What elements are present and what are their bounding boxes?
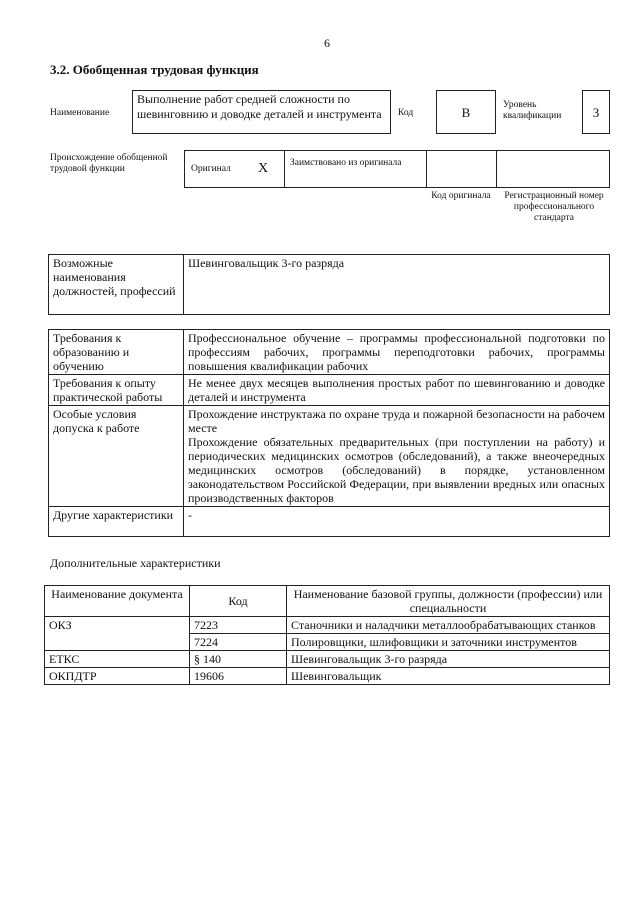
origin-divider	[426, 150, 427, 188]
function-name: Выполнение работ средней сложности по шевинговнию и доводке деталей и инструмента	[137, 92, 382, 121]
origin-label: Происхождение обобщенной трудовой функции	[50, 153, 168, 174]
original-label: Оригинал	[191, 164, 231, 174]
level-label: Уровень квалификации	[503, 100, 562, 121]
origin-divider	[496, 150, 497, 188]
table-row	[45, 617, 610, 634]
code-value: B	[461, 105, 471, 120]
row-code: 7223	[190, 617, 287, 634]
positions-table	[48, 254, 610, 315]
reg-number-caption: Регистрационный номер профессионального стандарта	[504, 191, 604, 223]
name-label: Наименование	[50, 108, 110, 118]
positions-label: Возможные наименования должностей, профессий	[49, 255, 184, 315]
req-value-cell	[184, 406, 610, 507]
row-doc: ОКЗ	[45, 617, 190, 651]
original-mark: X	[258, 161, 269, 176]
row-name: Шевинговальщик	[287, 668, 610, 685]
table-row	[45, 668, 610, 685]
table-row	[45, 651, 610, 668]
row-name: Шевинговальщик 3-го разряда	[287, 651, 610, 668]
row-doc: ОКПДТР	[45, 668, 190, 685]
function-name-box	[132, 90, 391, 134]
row-doc: ЕТКС	[45, 651, 190, 668]
col-header: Наименование документа	[45, 586, 190, 617]
additional-title: Дополнительные характеристики	[50, 556, 221, 570]
req-label: Другие характеристики	[49, 507, 184, 537]
req-label: Особые условия допуска к работе	[49, 406, 184, 507]
row-code: 7224	[190, 634, 287, 651]
row-name: Полировщики, шлифовщики и заточники инструментов	[287, 634, 610, 651]
level-value: 3	[592, 105, 600, 120]
col-header: Наименование базовой группы, должности (профессии) или специальности	[287, 586, 610, 617]
section-title: 3.2. Обобщенная трудовая функция	[50, 62, 259, 77]
origin-divider	[284, 150, 285, 188]
row-code: 19606	[190, 668, 287, 685]
positions-value: Шевинговальщик 3-го разряда	[184, 255, 610, 315]
code-value-box	[436, 90, 496, 134]
req-value: -	[184, 507, 610, 537]
req-label: Требования к образованию и обучению	[49, 330, 184, 375]
row-name: Станочники и наладчики металлообрабатывающих станков	[287, 617, 610, 634]
req-value: Прохождение обязательных предварительных (при поступлении на работу) и периодических медицинских осмотров (обследований), а также внеочередных медицинских осмотров (обследований) в порядке, установленном законодательством Российской Федерации, при выявлении вредных или опасных производственных факторов	[188, 435, 605, 505]
req-value: Профессиональное обучение – программы профессиональной подготовки по профессиям рабочих, программы переподготовки рабочих, программы повышения квалификации рабочих	[184, 330, 610, 375]
req-label: Требования к опыту практической работы	[49, 375, 184, 406]
origin-box	[184, 150, 610, 188]
col-header: Код	[190, 586, 287, 617]
row-code: § 140	[190, 651, 287, 668]
borrowed-label: Заимствовано из оригинала	[290, 158, 402, 168]
req-value: Не менее двух месяцев выполнения простых работ по шевингованию и доводке деталей и инструмента	[184, 375, 610, 406]
req-value: Прохождение инструктажа по охране труда и пожарной безопасности на рабочем месте	[188, 407, 605, 435]
level-value-box	[582, 90, 610, 134]
code-label: Код	[398, 108, 414, 118]
code-original-caption: Код оригинала	[431, 191, 491, 201]
additional-table	[44, 585, 610, 685]
requirements-table	[48, 329, 610, 537]
page-number: 6	[324, 36, 330, 50]
